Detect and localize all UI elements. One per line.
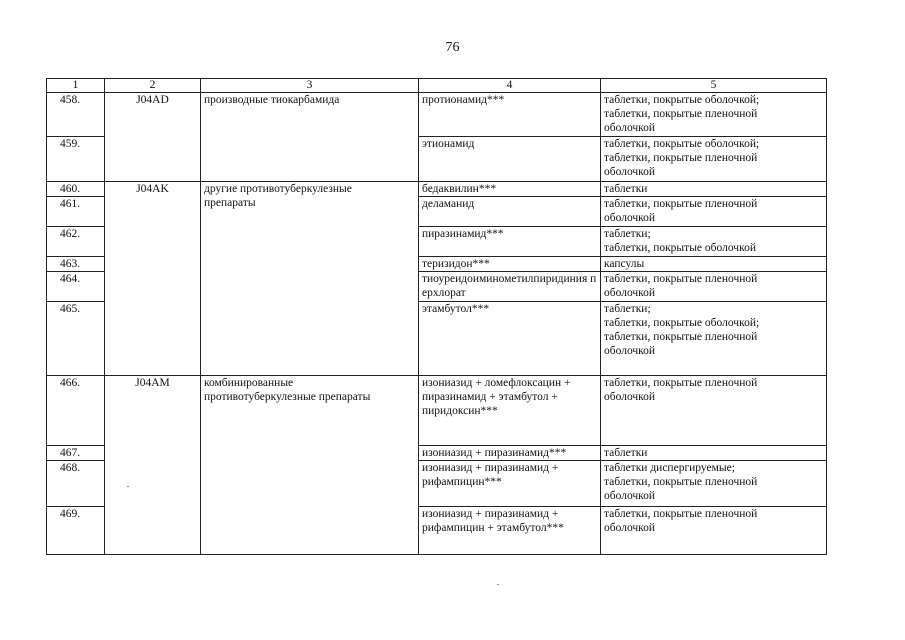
drug-name: этионамид (419, 137, 601, 182)
header-row (47, 79, 827, 93)
dosage-form: таблетки; таблетки, покрытые оболочкой; таблетки, покрытые пленочной оболочкой (601, 302, 827, 376)
dosage-form: таблетки, покрытые оболочкой; таблетки, покрытые пленочной оболочкой (601, 137, 827, 182)
group-description: комбинированные противотуберкулезные препараты (201, 376, 419, 555)
dosage-form: таблетки (601, 446, 827, 461)
atc-code: J04AD (105, 93, 201, 182)
atc-code: J04AK (105, 182, 201, 376)
page-number: 76 (445, 40, 460, 55)
drug-name: изониазид + пиразинамид + рифампицин*** (419, 461, 601, 507)
table-row (47, 93, 827, 137)
row-number: 468. (47, 461, 105, 507)
drug-name: изониазид + пиразинамид*** (419, 446, 601, 461)
dosage-form: таблетки, покрытые пленочной оболочкой (601, 376, 827, 446)
scan-speck (497, 584, 499, 585)
scan-speck (127, 486, 129, 487)
atc-code: J04AM (105, 376, 201, 555)
row-number: 458. (47, 93, 105, 137)
row-number: 460. (47, 182, 105, 197)
row-number: 469. (47, 507, 105, 555)
drug-name: пиразинамид*** (419, 227, 601, 257)
dosage-form: таблетки диспергируемые; таблетки, покрытые пленочной оболочкой (601, 461, 827, 507)
dosage-form: таблетки, покрытые пленочной оболочкой (601, 507, 827, 555)
drug-name: теризидон*** (419, 257, 601, 272)
group-description: производные тиокарбамида (201, 93, 419, 182)
drug-name: тиоуреидоиминометилпиридиния перхлорат (419, 272, 601, 302)
dosage-form: таблетки, покрытые оболочкой; таблетки, покрытые пленочной оболочкой (601, 93, 827, 137)
dosage-form: таблетки; таблетки, покрытые оболочкой (601, 227, 827, 257)
group-description: другие противотуберкулезные препараты (201, 182, 419, 376)
row-number: 466. (47, 376, 105, 446)
dosage-form: таблетки, покрытые пленочной оболочкой (601, 272, 827, 302)
header-cell: 5 (601, 79, 827, 93)
header-cell: 4 (419, 79, 601, 93)
table-row (47, 182, 827, 197)
row-number: 459. (47, 137, 105, 182)
dosage-form: капсулы (601, 257, 827, 272)
drug-name: деламанид (419, 197, 601, 227)
row-number: 465. (47, 302, 105, 376)
header-cell: 1 (47, 79, 105, 93)
row-number: 467. (47, 446, 105, 461)
drug-name: изониазид + ломефлоксацин + пиразинамид + этамбутол + пиридоксин*** (419, 376, 601, 446)
header-cell: 3 (201, 79, 419, 93)
header-cell: 2 (105, 79, 201, 93)
row-number: 464. (47, 272, 105, 302)
drug-name: изониазид + пиразинамид + рифампицин + этамбутол*** (419, 507, 601, 555)
row-number: 463. (47, 257, 105, 272)
dosage-form: таблетки (601, 182, 827, 197)
row-number: 462. (47, 227, 105, 257)
drug-name: этамбутол*** (419, 302, 601, 376)
drug-name: протионамид*** (419, 93, 601, 137)
row-number: 461. (47, 197, 105, 227)
drug-table (46, 78, 827, 555)
dosage-form: таблетки, покрытые пленочной оболочкой (601, 197, 827, 227)
drug-name: бедаквилин*** (419, 182, 601, 197)
table-row (47, 376, 827, 446)
